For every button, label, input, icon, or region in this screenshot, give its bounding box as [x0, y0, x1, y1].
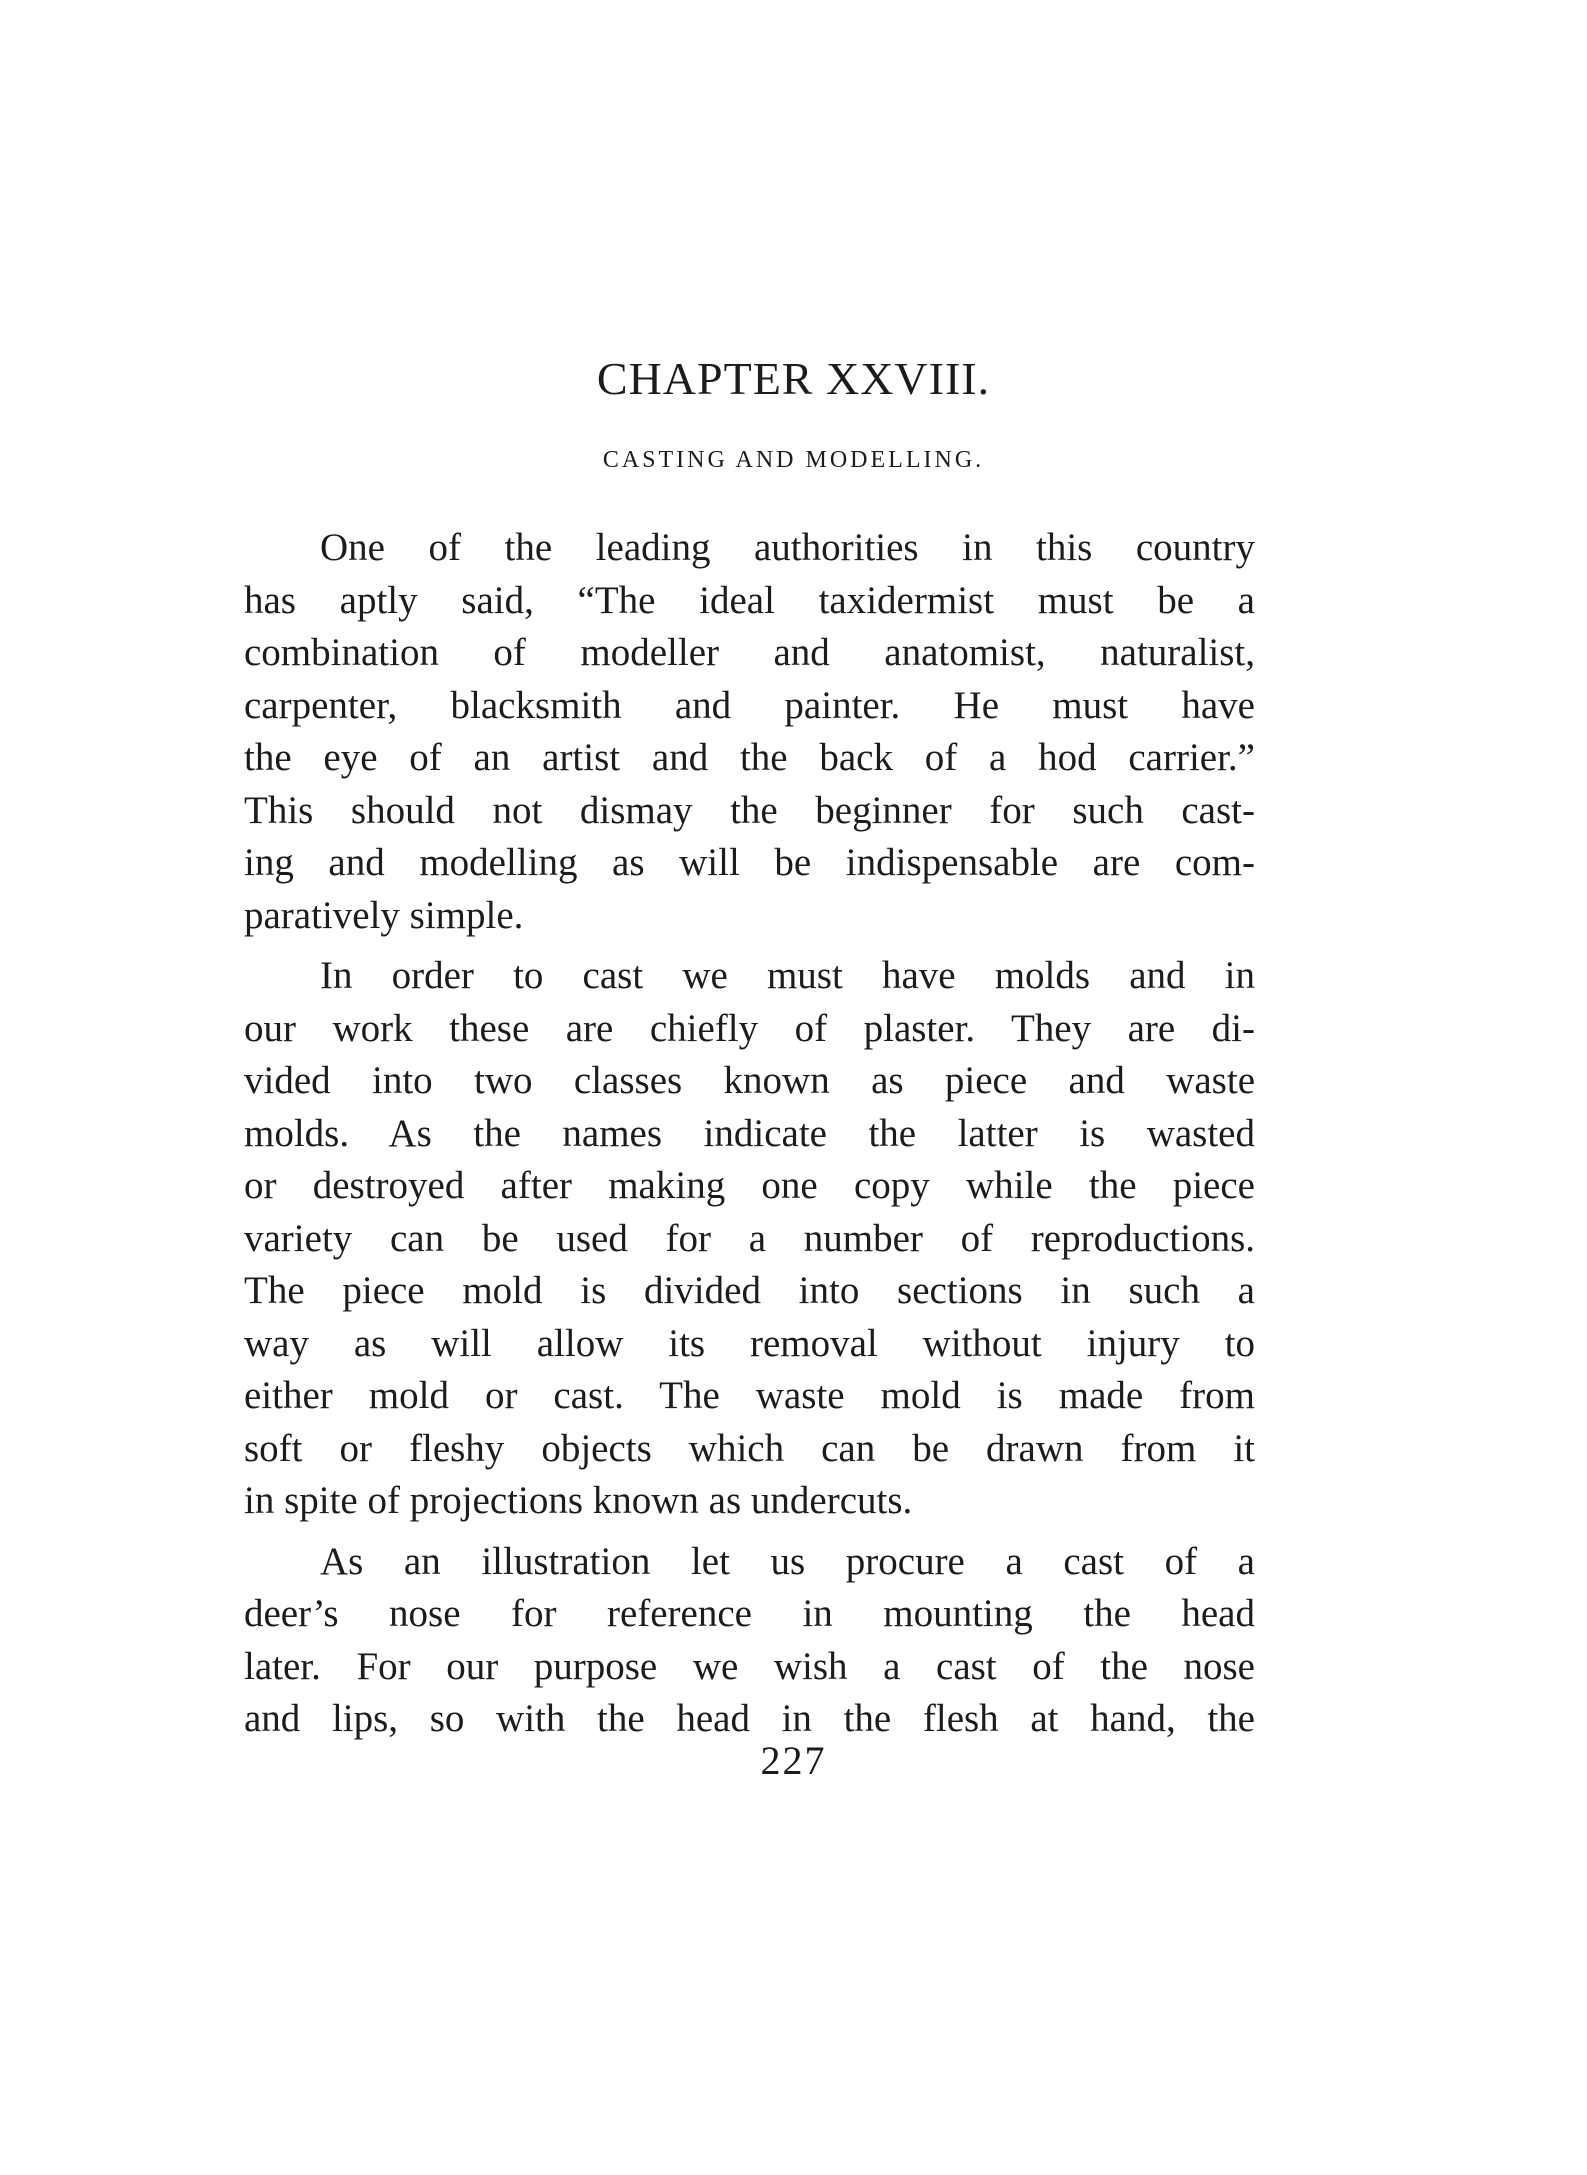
- chapter-subtitle: CASTING AND MODELLING.: [602, 447, 985, 473]
- body-text: [244, 522, 1255, 1746]
- text-line: variety can be used for a number of reproductions.: [244, 1216, 1255, 1260]
- text-line: later. For our purpose we wish a cast of the nose: [244, 1644, 1255, 1688]
- text-line: carpenter, blacksmith and painter. He must have: [244, 683, 1255, 727]
- text-line: ing and modelling as will be indispensable are com-: [244, 841, 1255, 884]
- text-line: The piece mold is divided into sections in such a: [244, 1269, 1255, 1312]
- paragraph: [244, 950, 1255, 1528]
- text-line: molds. As the names indicate the latter is wasted: [244, 1111, 1255, 1155]
- paragraph: [244, 522, 1255, 942]
- text-line: In order to cast we must have molds and in: [320, 954, 1255, 997]
- text-line: soft or fleshy objects which can be drawn from it: [244, 1426, 1255, 1470]
- text-line: either mold or cast. The waste mold is made from: [244, 1374, 1255, 1417]
- paragraph: [244, 1536, 1255, 1746]
- text-line: our work these are chiefly of plaster. They are di-: [244, 1006, 1255, 1050]
- text-line: the eye of an artist and the back of a hod carrier.”: [244, 736, 1255, 779]
- text-line: or destroyed after making one copy while the piece: [244, 1164, 1255, 1207]
- page-number: 227: [760, 1738, 827, 1783]
- text-line: As an illustration let us procure a cast of a: [320, 1539, 1255, 1583]
- text-line: way as will allow its removal without injury to: [244, 1321, 1255, 1365]
- chapter-title: CHAPTER XXVIII.: [596, 353, 991, 404]
- text-line: has aptly said, “The ideal taxidermist must be a: [244, 578, 1255, 622]
- text-line: combination of modeller and anatomist, naturalist,: [244, 631, 1255, 674]
- text-line: This should not dismay the beginner for such cast-: [244, 788, 1255, 832]
- text-line: and lips, so with the head in the flesh at hand, the: [244, 1697, 1255, 1740]
- text-line: in spite of projections known as undercuts.: [244, 1479, 913, 1522]
- text-line: paratively simple.: [244, 893, 524, 937]
- text-line: deer’s nose for reference in mounting the head: [244, 1592, 1255, 1635]
- text-line: One of the leading authorities in this country: [320, 526, 1255, 569]
- text-line: vided into two classes known as piece and waste: [244, 1059, 1255, 1102]
